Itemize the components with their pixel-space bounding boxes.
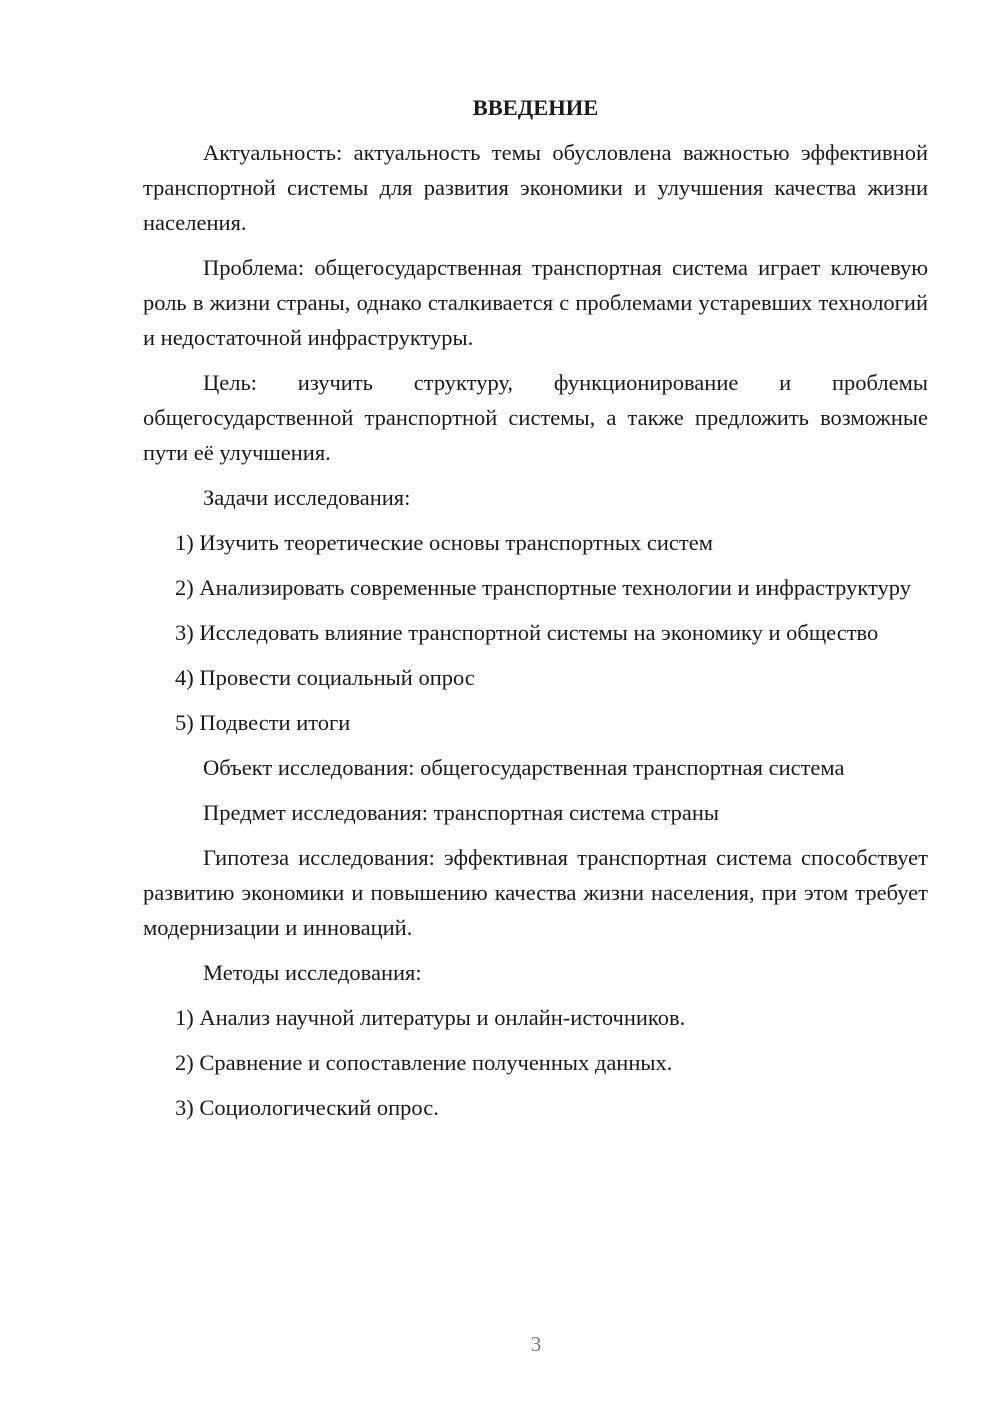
methods-heading: Методы исследования: [203,960,422,985]
method-item-3: 3) Социологический опрос. [175,1095,439,1120]
research-object: Объект исследования: общегосударственная транспортная система [203,755,845,780]
task-item-3: 3) Исследовать влияние транспортной системы на экономику и общество [175,620,879,645]
task-item-2: 2) Анализировать современные транспортные технологии и инфраструктуру [175,575,912,600]
method-item-1: 1) Анализ научной литературы и онлайн-источников. [175,1005,686,1030]
tasks-heading: Задачи исследования: [203,485,411,510]
hypothesis-paragraph: Гипотеза исследования: эффективная транспортная система способствует развитию экономики и повышению качества жизни населения, при этом требует модернизации и инноваций. [143,845,928,940]
page-content [143,90,928,1135]
relevance-paragraph: Актуальность: актуальность темы обусловлена важностью эффективной транспортной системы для развития экономики и улучшения качества жизни населения. [143,140,928,235]
problem-paragraph: Проблема: общегосударственная транспортная система играет ключевую роль в жизни страны, однако сталкивается с проблемами устаревших технологий и недостаточной инфраструктуры. [143,255,928,350]
goal-paragraph: Цель: изучить структуру, функционирование и проблемы общегосударственной транспортной системы, а также предложить возможные пути её улучшения. [143,370,928,465]
research-subject: Предмет исследования: транспортная система страны [203,800,720,825]
task-item-5: 5) Подвести итоги [175,710,351,735]
page-title: ВВЕДЕНИЕ [472,95,599,120]
method-item-2: 2) Сравнение и сопоставление полученных данных. [175,1050,673,1075]
page-number: 3 [530,1332,542,1356]
task-item-1: 1) Изучить теоретические основы транспортных систем [175,530,713,555]
task-item-4: 4) Провести социальный опрос [175,665,475,690]
